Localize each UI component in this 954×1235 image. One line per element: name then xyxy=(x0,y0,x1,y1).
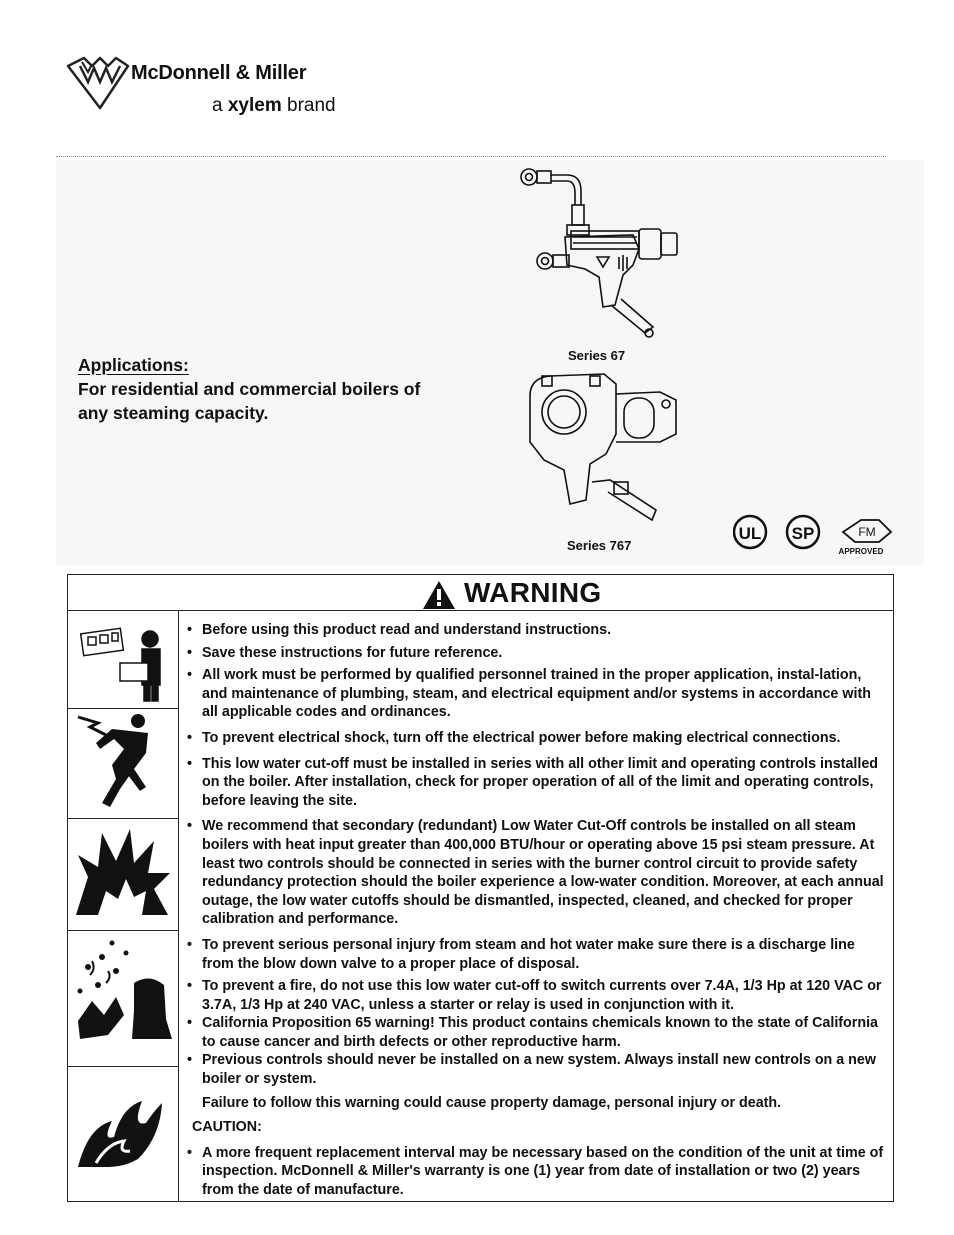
warning-item: • This low water cut-off must be installed in series with all other limit and operating controls installed on the boiler. After installation, check for proper operation of all of the limit and operating controls, before leaving the site. xyxy=(186,755,886,811)
fm-approved-icon xyxy=(839,520,891,556)
warning-item: • To prevent a fire, do not use this low water cut-off to switch currents over 7.4A, 1/3 Hp at 120 VAC or 3.7A, 1/3 Hp at 240 VAC, unless a starter or relay is used in conjunction with it. xyxy=(186,977,886,1014)
electric-shock-icon xyxy=(68,709,179,817)
brand-tagline: a xylem brand xyxy=(212,95,336,116)
caution-heading: CAUTION: xyxy=(192,1119,262,1136)
warning-text xyxy=(186,621,886,1200)
brand-name: McDonnell & Miller xyxy=(131,62,307,84)
failure-notice: Failure to follow this warning could cause property damage, personal injury or death. xyxy=(202,1094,782,1111)
certification-marks xyxy=(733,512,893,560)
divider xyxy=(56,156,886,157)
warning-item: • California Proposition 65 warning! This product contains chemicals known to the state of California to cause cancer and birth defects or other reproductive harm. xyxy=(186,1014,886,1051)
warning-item: • To prevent serious personal injury from steam and hot water make sure there is a discharge line from the blow down valve to a proper place of disposal. xyxy=(186,936,886,973)
svg-text:SP: SP xyxy=(791,524,815,543)
series-767-illustration xyxy=(520,372,690,532)
svg-text:APPROVED: APPROVED xyxy=(838,547,884,556)
warning-item: • Before using this product read and understand instructions. xyxy=(186,621,886,640)
read-instructions-icon xyxy=(68,611,179,707)
warning-item: • We recommend that secondary (redundant) Low Water Cut-Off controls be installed on all steam boilers with heat input greater than 400,000 BTU/hour or operating above 15 psi steam pressure. At least two controls should be connected in series with the burner control circuit to provide safety redundancy protection should the boiler experience a low-water condition. Moreover, at each annual outage, the low water cutoffs should be dismantled, inspected, cleaned, and checked for proper calibration and performance. xyxy=(186,817,886,929)
warning-item: • Save these instructions for future reference. xyxy=(186,644,886,663)
applications xyxy=(78,353,420,425)
svg-text:UL: UL xyxy=(738,524,762,543)
series-767-caption: Series 767 xyxy=(567,538,632,553)
series-67-caption: Series 67 xyxy=(568,348,626,363)
svg-text:FM: FM xyxy=(858,525,876,539)
warning-item: • To prevent electrical shock, turn off the electrical power before making electrical connections. xyxy=(186,729,886,748)
ul-mark-icon xyxy=(734,516,766,548)
warning-item: • Previous controls should never be installed on a new system. Always install new controls on a new boiler or system. xyxy=(186,1051,886,1088)
warning-title: WARNING xyxy=(464,577,602,608)
steam-burn-icon xyxy=(68,931,179,1065)
hazard-icon-column xyxy=(68,611,179,1201)
fire-icon xyxy=(68,1067,179,1199)
applications-heading: Applications: xyxy=(78,355,189,375)
warning-panel xyxy=(67,574,894,1202)
csa-mark-icon xyxy=(787,516,819,548)
caution-item: • A more frequent replacement interval may be necessary based on the condition of the unit at time of inspection. McDonnell & Miller's warranty is one (1) year from date of installation or two (2) years from the date of manufacture. xyxy=(186,1144,886,1200)
applications-line-2: any steaming capacity. xyxy=(78,403,269,423)
applications-line-1: For residential and commercial boilers of xyxy=(78,379,421,399)
explosion-icon xyxy=(68,819,179,929)
warning-triangle-icon xyxy=(422,580,456,610)
series-67-illustration xyxy=(515,165,690,345)
warning-header xyxy=(68,575,893,611)
warning-item: • All work must be performed by qualified personnel trained in the proper application, instal-lation, and maintenance of plumbing, steam, and electrical equipment and/or systems in accordance with all applicable codes and ordinances. xyxy=(186,666,886,722)
